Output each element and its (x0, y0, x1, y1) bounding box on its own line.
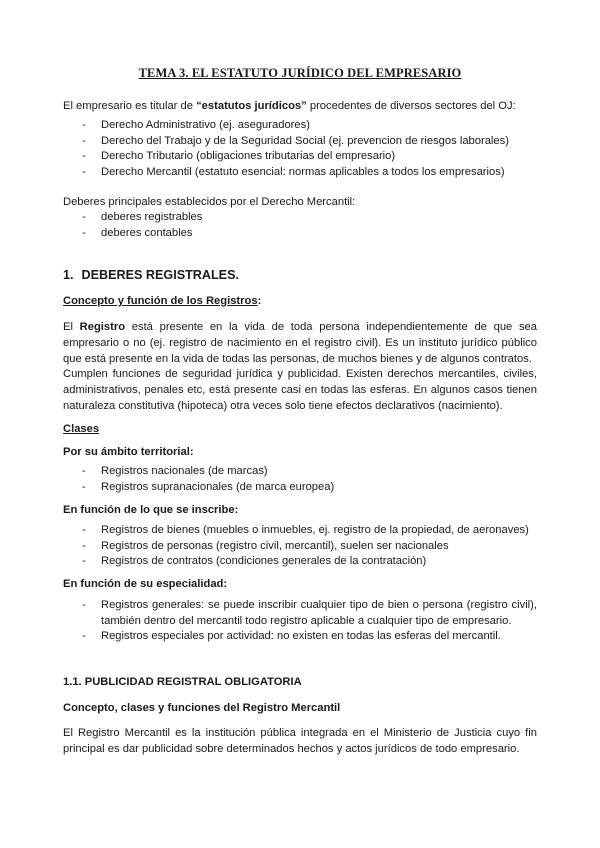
intro-text-end: procedentes de diversos sectores del OJ: (306, 100, 516, 112)
territorial-heading: Por su ámbito territorial: (63, 446, 194, 458)
duties-list (82, 210, 537, 241)
inscribe-list (82, 523, 537, 570)
list-item: - Derecho del Trabajo y de la Seguridad Social (ej. prevencion de riesgos laborales) (82, 134, 509, 147)
document-title: TEMA 3. EL ESTATUTO JURÍDICO DEL EMPRESARIO (138, 66, 462, 80)
intro-text: El empresario es titular de (63, 100, 197, 112)
concept-heading: Concepto y función de los Registros: (63, 295, 262, 307)
registro-bold-term: Registro (79, 321, 126, 333)
duties-intro: Deberes principales establecidos por el Derecho Mercantil: (63, 196, 356, 208)
registro-paragraph: El Registro está presente en la vida de toda persona independientemente de que sea empresario o no (ej. registro de nacimiento en el registro civil). Es un instituto jurídico público que está presente en la vida de todas las personas, de muchos bienes y de algunos contratos. (63, 321, 538, 365)
list-item: - deberes contables (82, 226, 193, 239)
list-item: - Registros de bienes (muebles o inmuebles, ej. registro de la propiedad, de aeronaves) (82, 524, 529, 536)
list-item: - deberes registrables (82, 211, 203, 223)
list-item: - Registros especiales por actividad: no existen en todas las esferas del mercantil. (82, 630, 501, 643)
list-item: - Registros de contratos (condiciones generales de la contratación) (82, 555, 427, 568)
section-heading-1: 1. DEBERES REGISTRALES. (63, 268, 239, 282)
especialidad-heading: En función de su especialidad: (63, 578, 228, 590)
list-item: - Derecho Tributario (obligaciones tributarias del empresario) (82, 150, 396, 163)
clases-heading: Clases (63, 423, 100, 435)
inscribe-heading: En función de lo que se inscribe: (63, 504, 239, 516)
list-item: - Registros nacionales (de marcas) (82, 465, 268, 477)
functions-paragraph: Cumplen funciones de seguridad jurídica y publicidad. Existen derechos mercantiles, civiles, administrativos, penales etc, está presente casi en todas las esferas. En algunos casos tienen naturaleza constitutiva (hipoteca) otra veces solo tiene efectos declarativos (nacimiento). (63, 368, 537, 412)
especialidad-list (82, 598, 537, 645)
mercantil-paragraph: El Registro Mercantil es la institución pública integrada en el Ministerio de Justicia cuyo fin principal es dar publicidad sobre determinados hechos y actos jurídicos de todo empresario. (63, 727, 537, 755)
sectors-list (82, 118, 537, 180)
list-item: - Derecho Mercantil (estatuto esencial: normas aplicables a todos los empresarios) (82, 165, 505, 178)
intro-bold-term: “estatutos jurídicos” (196, 100, 307, 112)
list-item: - Registros generales: se puede inscribir cualquier tipo de bien o persona (registro civil), también dentro del mercantil todo registro aplicable a cualquier tipo de empresario. (82, 599, 537, 627)
list-item: - Derecho Administrativo (ej. aseguradores) (82, 119, 310, 131)
list-item: - Registros supranacionales (de marca europea) (82, 480, 335, 493)
intro-paragraph (63, 98, 537, 114)
list-item: - Registros de personas (registro civil, mercantil), suelen ser nacionales (82, 539, 449, 552)
territorial-list (82, 464, 537, 495)
mercantil-heading: Concepto, clases y funciones del Registro Mercantil (63, 702, 341, 714)
section-heading-1-1: 1.1. PUBLICIDAD REGISTRAL OBLIGATORIA (63, 676, 302, 688)
